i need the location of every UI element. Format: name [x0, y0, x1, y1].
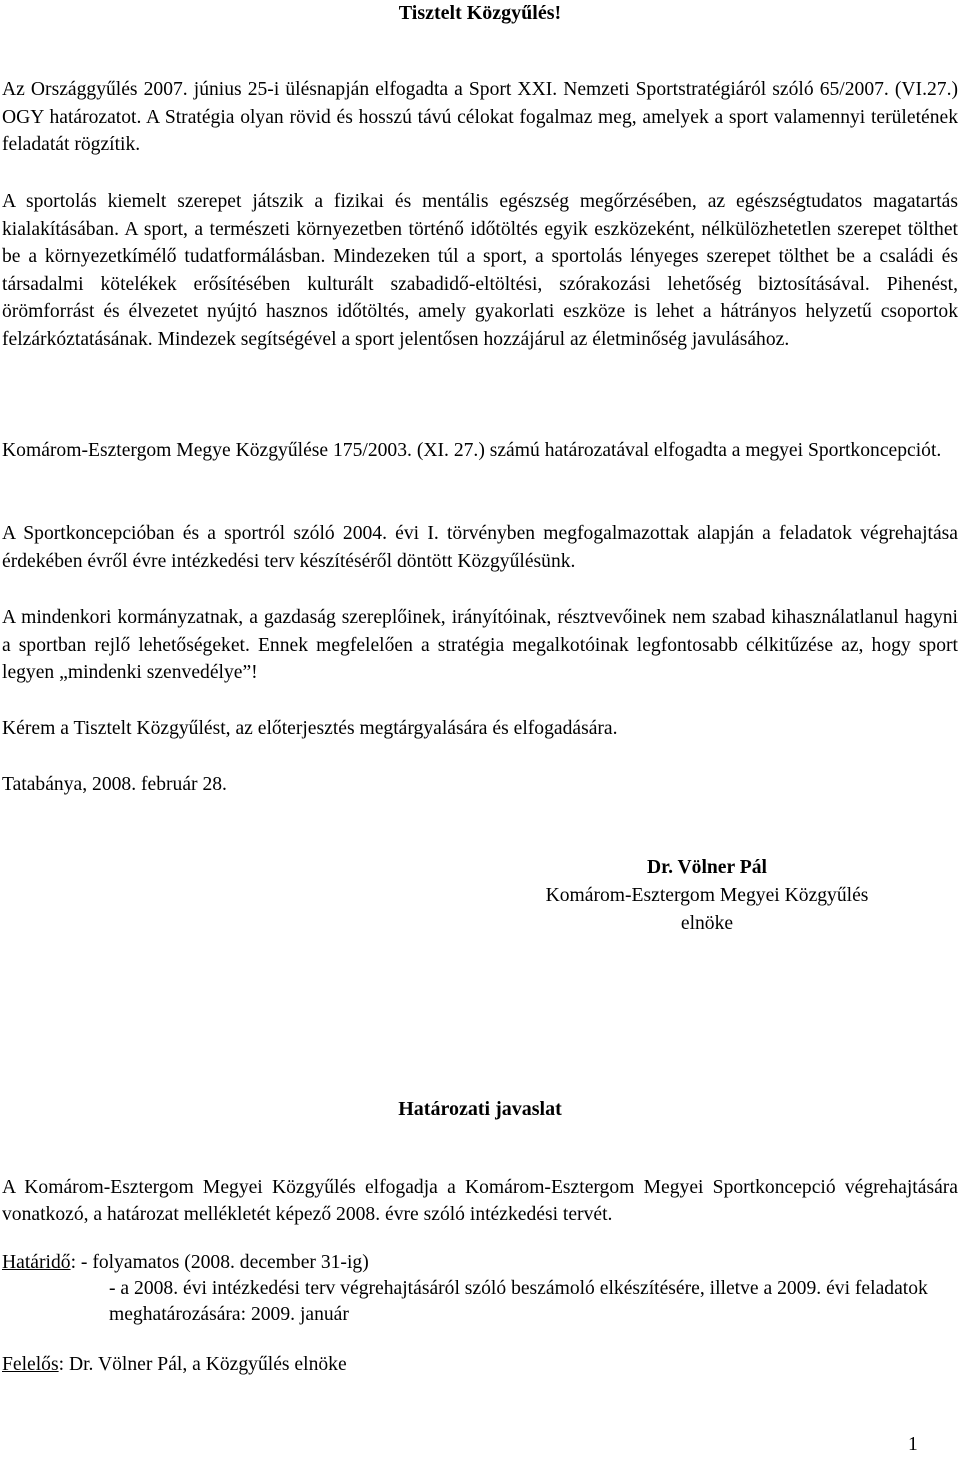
signature-block — [482, 854, 932, 938]
resolution-title: Határozati javaslat — [398, 1098, 562, 1120]
responsible-value: : Dr. Völner Pál, a Közgyűlés elnöke — [58, 1354, 347, 1375]
deadline-first: : - folyamatos (2008. december 31-ig) — [70, 1252, 369, 1273]
responsible-block — [2, 1352, 958, 1378]
place-date: Tatabánya, 2008. február 28. — [2, 774, 227, 795]
signatory-organization: Komárom-Esztergom Megyei Közgyűlés — [545, 885, 869, 906]
resolution-text: A Komárom-Esztergom Megyei Közgyűlés elfogadja a Komárom-Esztergom Megyei Sportkoncepció végrehajtására vonatkozó, a határozat mellékletét képező 2008. évre szóló intézkedési tervét. — [2, 1177, 958, 1225]
responsible-label: Felelős — [2, 1354, 59, 1375]
greeting-heading: Tisztelt Közgyűlés! — [398, 2, 562, 24]
deadline-block — [2, 1250, 958, 1328]
deadline-label: Határidő — [2, 1252, 71, 1273]
paragraph-action-plan: A Sportkoncepcióban és a sportról szóló 2004. évi I. törvényben megfogalmazottak alapján a feladatok végrehajtása érdekében évről évre intézkedési terv készítéséről döntött Közgyűlésünk. — [2, 523, 958, 572]
signatory-name: Dr. Völner Pál — [647, 857, 767, 878]
page-number: 1 — [908, 1434, 918, 1455]
paragraph-sport-role: A sportolás kiemelt szerepet játszik a fizikai és mentális egészség megőrzésében, az egészségtudatos magatartás kialakításában. A sport, a természeti környezetben történő időtöltés egyik eszközeként, nélkülözhetetlen szerepet tölthet be a környezetkímélő tudatformálásban. Mindezeken túl a sport, a sportolás lényeges szerepet tölthet be a családi és társadalmi kötelékek erősítésében kulturált szabadidő-eltöltési, szórakozási lehetőség biztosításával. Pihenést, örömforrást és élvezetet nyújtó hasznos időtöltés, amely gyakorlati eszköze is lehet a hátrányos helyzetű csoportok felzárkóztatásának. Mindezek segítségével a sport jelentősen hozzájárul az életminőség javulásához. — [2, 191, 958, 350]
paragraph-request: Kérem a Tisztelt Közgyűlést, az előterjesztés megtárgyalására és elfogadására. — [2, 718, 618, 739]
deadline-second: - a 2008. évi intézkedési terv végrehajtásáról szóló beszámoló elkészítésére, illetve a 2009. évi feladatok meghatározására: 2009. január — [109, 1278, 928, 1325]
paragraph-government: A mindenkori kormányzatnak, a gazdaság szereplőinek, irányítóinak, résztvevőinek nem szabad kihasználatlanul hagyni a sportban rejlő lehetőségeket. Ennek megfelelően a stratégia megalkotóinak legfontosabb célkitűzése az, hogy sport legyen „mindenki szenvedélye”! — [2, 607, 958, 683]
deadline-row-1 — [2, 1250, 958, 1276]
signatory-role: elnöke — [680, 913, 734, 934]
paragraph-county-decision: Komárom-Esztergom Megye Közgyűlése 175/2003. (XI. 27.) számú határozatával elfogadta a megyei Sportkoncepciót. — [2, 440, 942, 461]
paragraph-strategy: Az Országgyűlés 2007. június 25-i ülésnapján elfogadta a Sport XXI. Nemzeti Sportstratégiáról szóló 65/2007. (VI.27.) OGY határozatot. A Stratégia olyan rövid és hosszú távú célokat fogalmaz meg, amelyek a sport valamennyi területének feladatát rögzítik. — [2, 79, 958, 155]
